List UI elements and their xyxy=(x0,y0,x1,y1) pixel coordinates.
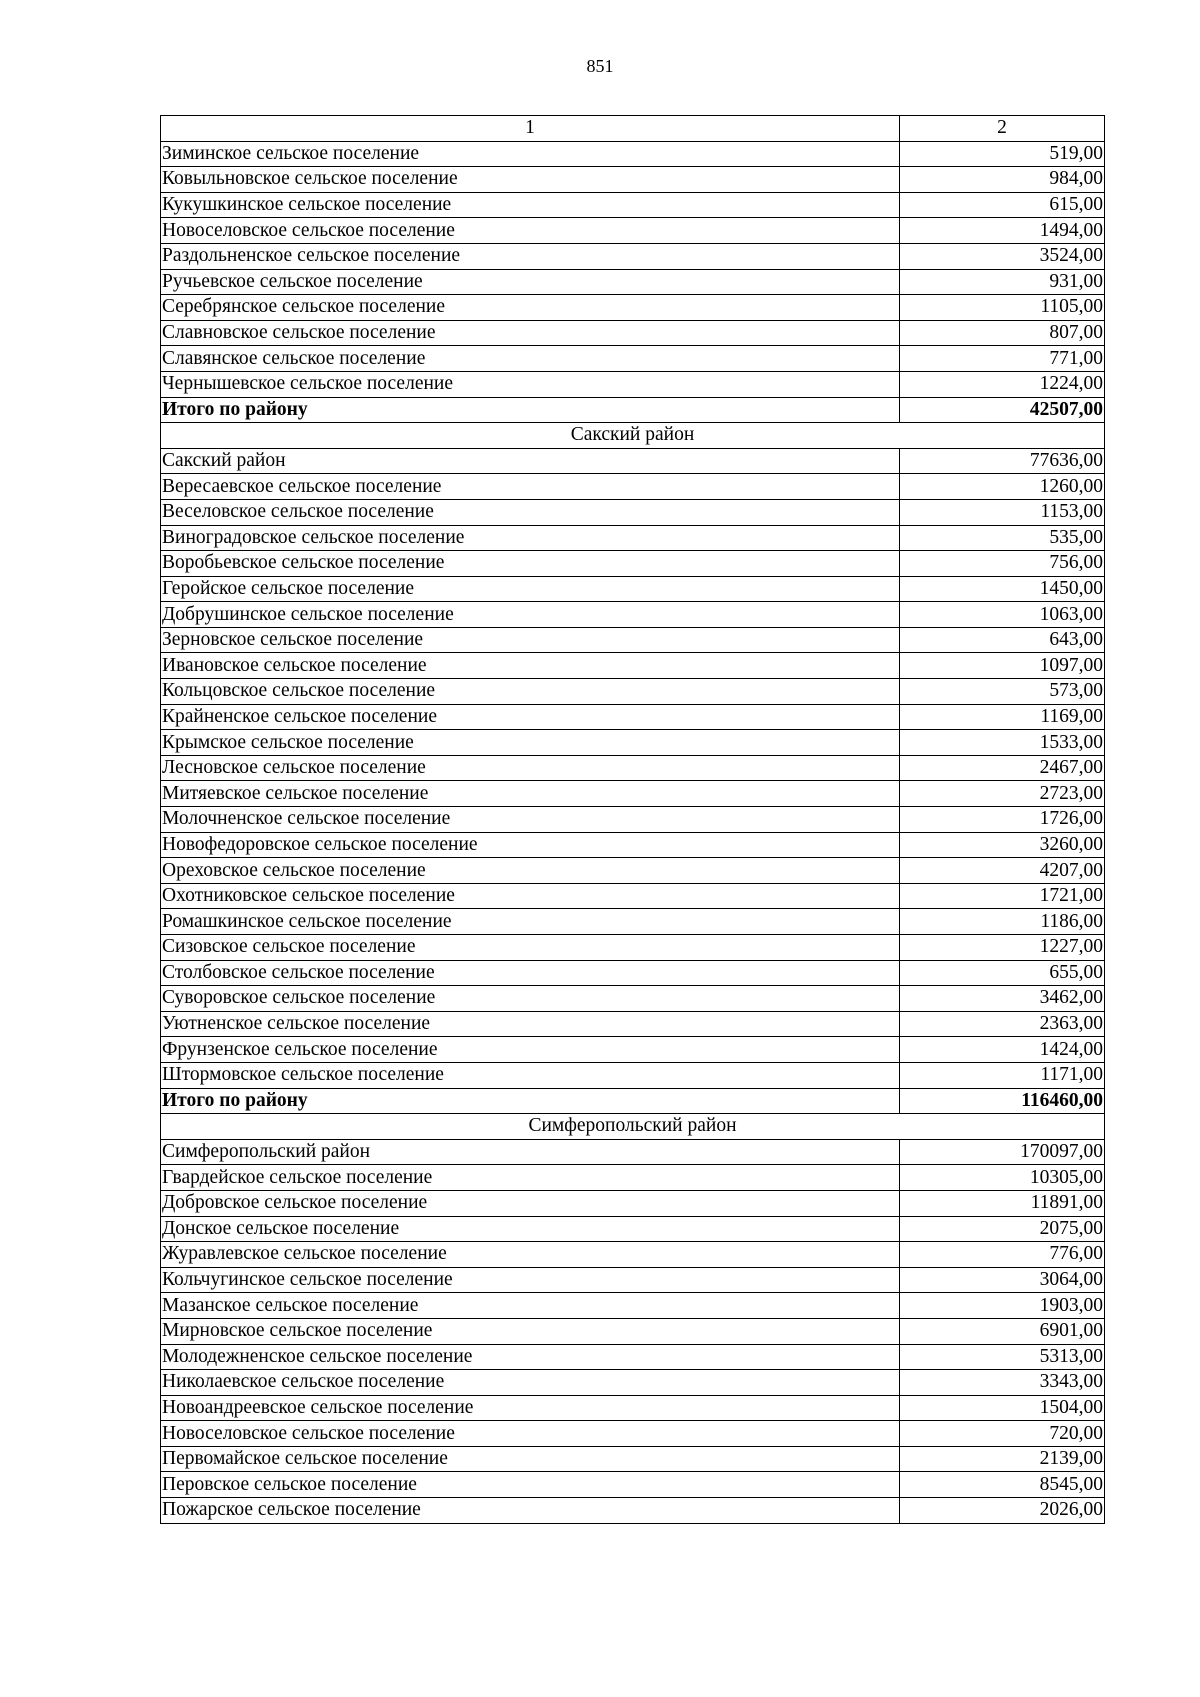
table-row xyxy=(161,551,1105,577)
table-row xyxy=(161,525,1105,551)
table-row xyxy=(161,807,1105,833)
table-row xyxy=(161,295,1105,321)
amount-value: 1153,00 xyxy=(900,499,1105,525)
table-row xyxy=(161,1165,1105,1191)
amount-value: 2075,00 xyxy=(900,1216,1105,1242)
settlement-name: Гвардейское сельское поселение xyxy=(161,1165,900,1191)
amount-value: 2026,00 xyxy=(900,1498,1105,1524)
settlement-name: Сизовское сельское поселение xyxy=(161,935,900,961)
settlement-name: Виноградовское сельское поселение xyxy=(161,525,900,551)
table-row xyxy=(161,320,1105,346)
amount-value: 170097,00 xyxy=(900,1139,1105,1165)
settlement-name: Суворовское сельское поселение xyxy=(161,986,900,1012)
table-row xyxy=(161,167,1105,193)
table-row xyxy=(161,1446,1105,1472)
total-value: 116460,00 xyxy=(900,1088,1105,1114)
table-row xyxy=(161,909,1105,935)
settlement-name: Геройское сельское поселение xyxy=(161,576,900,602)
table-row xyxy=(161,474,1105,500)
settlement-name: Кольчугинское сельское поселение xyxy=(161,1267,900,1293)
settlement-name: Молодежненское сельское поселение xyxy=(161,1344,900,1370)
amount-value: 1424,00 xyxy=(900,1037,1105,1063)
settlement-name: Крымское сельское поселение xyxy=(161,730,900,756)
table-row xyxy=(161,1011,1105,1037)
table-row xyxy=(161,1395,1105,1421)
settlement-name: Новоандреевское сельское поселение xyxy=(161,1395,900,1421)
settlement-name: Донское сельское поселение xyxy=(161,1216,900,1242)
settlement-name: Симферопольский район xyxy=(161,1139,900,1165)
table-row xyxy=(161,602,1105,628)
amount-value: 1726,00 xyxy=(900,807,1105,833)
amount-value: 10305,00 xyxy=(900,1165,1105,1191)
amount-value: 2467,00 xyxy=(900,755,1105,781)
amount-value: 4207,00 xyxy=(900,858,1105,884)
table-row xyxy=(161,1037,1105,1063)
table-row xyxy=(161,1267,1105,1293)
total-label: Итого по району xyxy=(161,1088,900,1114)
header-col-1: 1 xyxy=(161,116,900,142)
table-row xyxy=(161,781,1105,807)
table-row xyxy=(161,1190,1105,1216)
table-row xyxy=(161,1421,1105,1447)
amount-value: 756,00 xyxy=(900,551,1105,577)
settlement-name: Охотниковское сельское поселение xyxy=(161,883,900,909)
amount-value: 1533,00 xyxy=(900,730,1105,756)
amount-value: 3343,00 xyxy=(900,1370,1105,1396)
settlement-name: Фрунзенское сельское поселение xyxy=(161,1037,900,1063)
settlement-name: Первомайское сельское поселение xyxy=(161,1446,900,1472)
settlement-name: Славянское сельское поселение xyxy=(161,346,900,372)
amount-value: 519,00 xyxy=(900,141,1105,167)
settlement-name: Ковыльновское сельское поселение xyxy=(161,167,900,193)
table-row xyxy=(161,1216,1105,1242)
table-row xyxy=(161,704,1105,730)
section-title: Симферопольский район xyxy=(161,1114,1105,1140)
settlement-name: Веселовское сельское поселение xyxy=(161,499,900,525)
amount-value: 1063,00 xyxy=(900,602,1105,628)
table-row xyxy=(161,883,1105,909)
settlement-name: Николаевское сельское поселение xyxy=(161,1370,900,1396)
table-row xyxy=(161,1370,1105,1396)
amount-value: 1171,00 xyxy=(900,1062,1105,1088)
amount-value: 3524,00 xyxy=(900,243,1105,269)
table-row xyxy=(161,141,1105,167)
amount-value: 2139,00 xyxy=(900,1446,1105,1472)
table-row xyxy=(161,1293,1105,1319)
table-row xyxy=(161,192,1105,218)
table-row xyxy=(161,755,1105,781)
amount-value: 3462,00 xyxy=(900,986,1105,1012)
amount-value: 573,00 xyxy=(900,679,1105,705)
amount-value: 8545,00 xyxy=(900,1472,1105,1498)
amount-value: 5313,00 xyxy=(900,1344,1105,1370)
settlement-name: Славновское сельское поселение xyxy=(161,320,900,346)
settlement-name: Раздольненское сельское поселение xyxy=(161,243,900,269)
total-row xyxy=(161,1088,1105,1114)
table-row xyxy=(161,832,1105,858)
settlement-name: Пожарское сельское поселение xyxy=(161,1498,900,1524)
settlement-name: Митяевское сельское поселение xyxy=(161,781,900,807)
amount-value: 2723,00 xyxy=(900,781,1105,807)
table-row xyxy=(161,499,1105,525)
settlement-name: Кольцовское сельское поселение xyxy=(161,679,900,705)
amount-value: 615,00 xyxy=(900,192,1105,218)
table-row xyxy=(161,243,1105,269)
amount-value: 931,00 xyxy=(900,269,1105,295)
amount-value: 771,00 xyxy=(900,346,1105,372)
table-row xyxy=(161,346,1105,372)
settlement-name: Новоселовское сельское поселение xyxy=(161,1421,900,1447)
settlement-name: Молочненское сельское поселение xyxy=(161,807,900,833)
settlement-name: Журавлевское сельское поселение xyxy=(161,1242,900,1268)
settlement-name: Уютненское сельское поселение xyxy=(161,1011,900,1037)
settlement-name: Лесновское сельское поселение xyxy=(161,755,900,781)
table-body xyxy=(161,141,1105,1523)
amount-value: 1105,00 xyxy=(900,295,1105,321)
amount-value: 1450,00 xyxy=(900,576,1105,602)
settlement-name: Добрушинское сельское поселение xyxy=(161,602,900,628)
table-row xyxy=(161,1344,1105,1370)
settlement-name: Ромашкинское сельское поселение xyxy=(161,909,900,935)
settlement-name: Мазанское сельское поселение xyxy=(161,1293,900,1319)
amount-value: 6901,00 xyxy=(900,1318,1105,1344)
header-row xyxy=(161,116,1105,142)
table-row xyxy=(161,653,1105,679)
table-row xyxy=(161,269,1105,295)
amount-value: 535,00 xyxy=(900,525,1105,551)
table-row xyxy=(161,986,1105,1012)
section-title: Сакский район xyxy=(161,423,1105,449)
settlement-name: Мирновское сельское поселение xyxy=(161,1318,900,1344)
table-row xyxy=(161,960,1105,986)
table-row xyxy=(161,1242,1105,1268)
settlement-name: Серебрянское сельское поселение xyxy=(161,295,900,321)
table-row xyxy=(161,730,1105,756)
page-number: 851 xyxy=(586,56,614,76)
settlement-name: Новофедоровское сельское поселение xyxy=(161,832,900,858)
settlement-name: Новоселовское сельское поселение xyxy=(161,218,900,244)
amount-value: 1097,00 xyxy=(900,653,1105,679)
table-row xyxy=(161,1062,1105,1088)
table-row xyxy=(161,1472,1105,1498)
settlement-name: Добровское сельское поселение xyxy=(161,1190,900,1216)
table-row xyxy=(161,858,1105,884)
settlement-name: Сакский район xyxy=(161,448,900,474)
table-row xyxy=(161,935,1105,961)
amount-value: 1721,00 xyxy=(900,883,1105,909)
section-header-row xyxy=(161,423,1105,449)
total-value: 42507,00 xyxy=(900,397,1105,423)
amount-value: 2363,00 xyxy=(900,1011,1105,1037)
amount-value: 11891,00 xyxy=(900,1190,1105,1216)
settlement-name: Ореховское сельское поселение xyxy=(161,858,900,884)
settlement-name: Вересаевское сельское поселение xyxy=(161,474,900,500)
settlement-name: Крайненское сельское поселение xyxy=(161,704,900,730)
amount-value: 984,00 xyxy=(900,167,1105,193)
amount-value: 1260,00 xyxy=(900,474,1105,500)
amount-value: 3260,00 xyxy=(900,832,1105,858)
settlement-name: Кукушкинское сельское поселение xyxy=(161,192,900,218)
table-row xyxy=(161,576,1105,602)
table-row xyxy=(161,218,1105,244)
amount-value: 655,00 xyxy=(900,960,1105,986)
amount-value: 1903,00 xyxy=(900,1293,1105,1319)
amount-value: 3064,00 xyxy=(900,1267,1105,1293)
settlement-name: Чернышевское сельское поселение xyxy=(161,371,900,397)
table-row xyxy=(161,448,1105,474)
settlement-name: Зиминское сельское поселение xyxy=(161,141,900,167)
section-header-row xyxy=(161,1114,1105,1140)
amount-value: 1186,00 xyxy=(900,909,1105,935)
table-row xyxy=(161,679,1105,705)
settlement-name: Ручьевское сельское поселение xyxy=(161,269,900,295)
settlement-name: Перовское сельское поселение xyxy=(161,1472,900,1498)
table-row xyxy=(161,1318,1105,1344)
table-row xyxy=(161,627,1105,653)
amount-value: 1494,00 xyxy=(900,218,1105,244)
settlement-name: Зерновское сельское поселение xyxy=(161,627,900,653)
table-row xyxy=(161,371,1105,397)
amount-value: 1169,00 xyxy=(900,704,1105,730)
header-col-2: 2 xyxy=(900,116,1105,142)
allocation-table xyxy=(160,115,1105,1524)
amount-value: 776,00 xyxy=(900,1242,1105,1268)
settlement-name: Воробьевское сельское поселение xyxy=(161,551,900,577)
settlement-name: Ивановское сельское поселение xyxy=(161,653,900,679)
total-row xyxy=(161,397,1105,423)
amount-value: 643,00 xyxy=(900,627,1105,653)
amount-value: 1504,00 xyxy=(900,1395,1105,1421)
settlement-name: Штормовское сельское поселение xyxy=(161,1062,900,1088)
amount-value: 807,00 xyxy=(900,320,1105,346)
table-row xyxy=(161,1498,1105,1524)
settlement-name: Столбовское сельское поселение xyxy=(161,960,900,986)
amount-value: 720,00 xyxy=(900,1421,1105,1447)
amount-value: 1224,00 xyxy=(900,371,1105,397)
amount-value: 77636,00 xyxy=(900,448,1105,474)
table-row xyxy=(161,1139,1105,1165)
amount-value: 1227,00 xyxy=(900,935,1105,961)
total-label: Итого по району xyxy=(161,397,900,423)
